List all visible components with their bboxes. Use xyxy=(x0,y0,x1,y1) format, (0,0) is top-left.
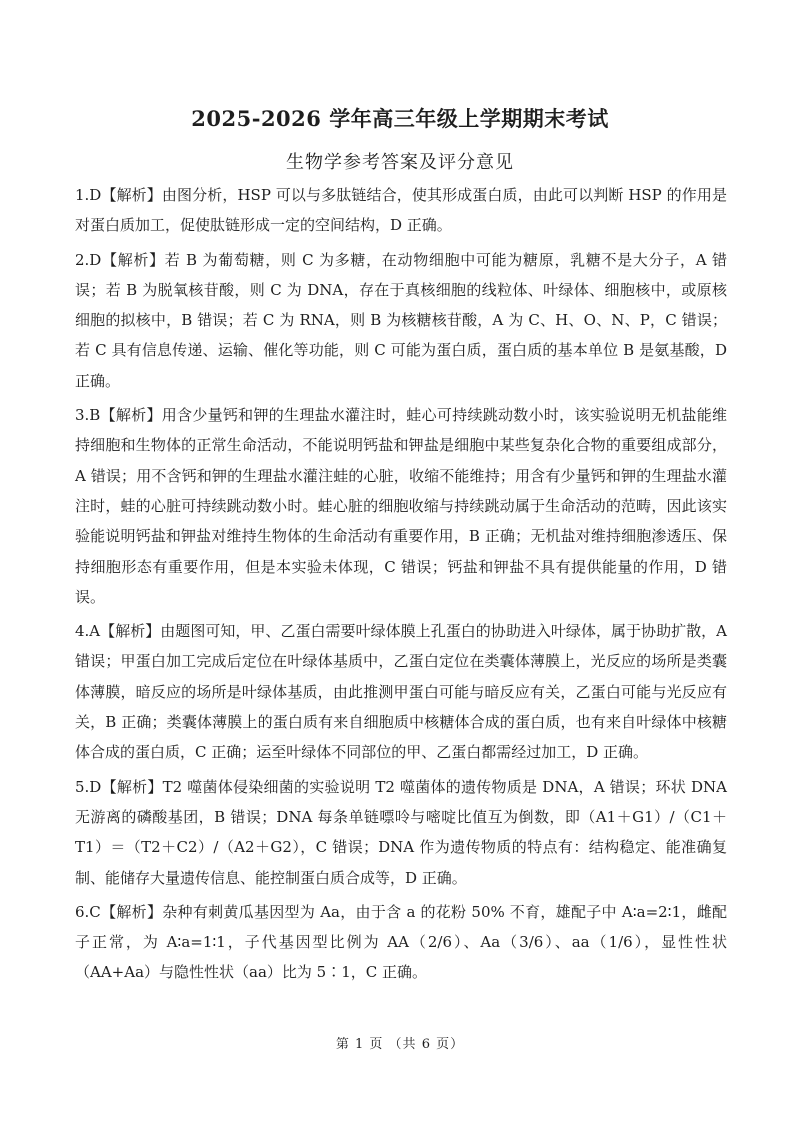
answer-item-4: 4.A【解析】由题图可知，甲、乙蛋白需要叶绿体膜上孔蛋白的协助进入叶绿体，属于协助扩散，A 错误；甲蛋白加工完成后定位在叶绿体基质中，乙蛋白定位在类囊体薄膜上，光反应的场所是类囊体薄膜，暗反应的场所是叶绿体基质，由此推测甲蛋白可能与暗反应有关，乙蛋白可能与光反应有关，B 正确；类囊体薄膜上的蛋白质有来自细胞质中核糖体合成的蛋白质，也有来自叶绿体中核糖体合成的蛋白质，C 正确；运至叶绿体不同部位的甲、乙蛋白都需经过加工，D 正确。 xyxy=(75,622,727,762)
answer-item-3: 3.B【解析】用含少量钙和钾的生理盐水灌注时，蛙心可持续跳动数小时，该实验说明无机盐能维持细胞和生物体的正常生命活动，不能说明钙盐和钾盐是细胞中某些复杂化合物的重要组成部分，A 错误；用不含钙和钾的生理盐水灌注蛙的心脏，收缩不能维持；用含有少量钙和钾的生理盐水灌注时，蛙的心脏可持续跳动数小时。蛙心脏的细胞收缩与持续跳动属于生命活动的范畴，因此该实验能说明钙盐和钾盐对维持生物体的生命活动有重要作用，B 正确；无机盐对维持细胞渗透压、保持细胞形态有重要作用，但是本实验未体现，C 错误；钙盐和钾盐不具有提供能量的作用，D 错误。 xyxy=(75,406,727,606)
answer-item-5: 5.D【解析】T2 噬菌体侵染细菌的实验说明 T2 噬菌体的遗传物质是 DNA，A 错误；环状 DNA 无游离的磷酸基团，B 错误；DNA 每条单链嘌呤与嘧啶比值互为倒数，即（A1＋G1）/（C1＋T1）＝（T2＋C2）/（A2＋G2），C 错误；DNA 作为遗传物质的特点有：结构稳定、能准确复制、能储存大量遗传信息、能控制蛋白质合成等，D 正确。 xyxy=(75,777,727,887)
answer-list xyxy=(75,180,727,992)
page-number: 第 1 页 （共 6 页） xyxy=(335,1037,465,1052)
answer-item-6: 6.C【解析】杂种有刺黄瓜基因型为 Aa，由于含 a 的花粉 50% 不育，雄配子中 A∶a=2∶1，雌配子正常，为 A∶a=1∶1，子代基因型比例为 AA（2/6）、Aa（3/6）、aa（1/6），显性性状（AA+Aa）与隐性性状（aa）比为 5∶1，C 正确。 xyxy=(75,902,727,982)
answer-item-2: 2.D【解析】若 B 为葡萄糖，则 C 为多糖，在动物细胞中可能为糖原，乳糖不是大分子，A 错误；若 B 为脱氧核苷酸，则 C 为 DNA，存在于真核细胞的线粒体、叶绿体、细胞核中，或原核细胞的拟核中，B 错误；若 C 为 RNA，则 B 为核糖核苷酸，A 为 C、H、O、N、P，C 错误；若 C 具有信息传递、运输、催化等功能，则 C 可能为蛋白质，蛋白质的基本单位 B 是氨基酸，D 正确。 xyxy=(75,250,727,390)
page-title: 2025-2026 学年高三年级上学期期末考试 xyxy=(191,106,609,131)
answer-item-1: 1.D【解析】由图分析，HSP 可以与多肽链结合，使其形成蛋白质，由此可以判断 HSP 的作用是对蛋白质加工，促使肽链形成一定的空间结构，D 正确。 xyxy=(75,186,727,235)
page-subtitle: 生物学参考答案及评分意见 xyxy=(286,152,514,173)
